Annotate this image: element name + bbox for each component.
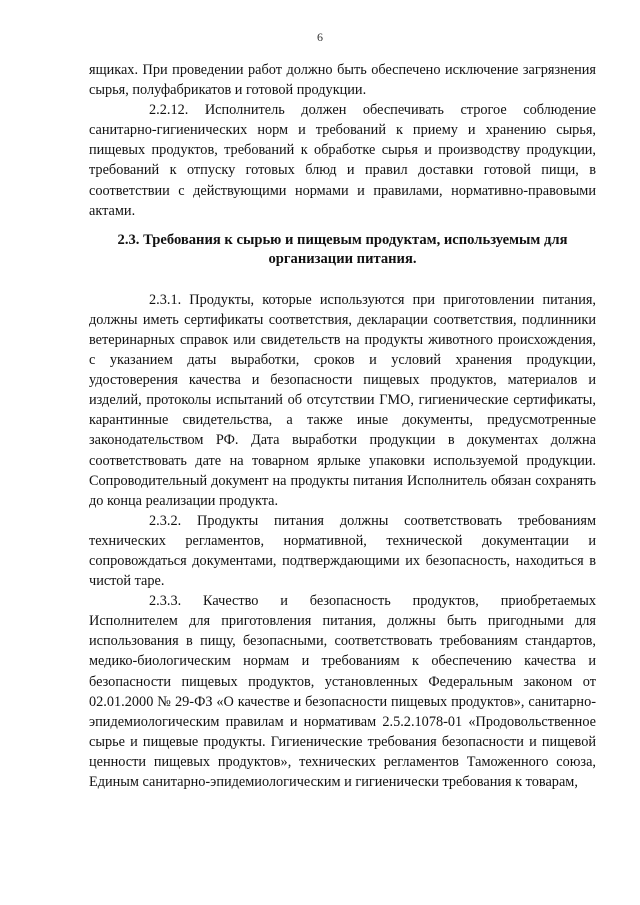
section-heading-2-3: 2.3. Требования к сырью и пищевым продуктам, используемым для организации питания.	[117, 231, 568, 267]
document-body	[89, 60, 596, 792]
paragraph-continuation: ящиках. При проведении работ должно быть обеспечено исключение загрязнения сырья, полуфабрикатов и готовой продукции.	[89, 62, 596, 99]
paragraph-2-2-12: 2.2.12. Исполнитель должен обеспечивать строгое соблюдение санитарно-гигиенических норм и требований к приему и хранению сырья, пищевых продуктов, требований к обработке сырья и производству продукции, требований к отпуску готовых блюд и правил доставки готовой пищи, в соответствии с действующими нормами и правилами, нормативно-правовыми актами.	[89, 102, 596, 219]
paragraph-2-3-2: 2.3.2. Продукты питания должны соответствовать требованиям технических регламентов, нормативной, технической документации и сопровождаться документами, подтверждающими их безопасность, находиться в чистой таре.	[89, 512, 596, 590]
page-number: 6	[317, 30, 323, 44]
paragraph-2-3-1: 2.3.1. Продукты, которые используются при приготовлении питания, должны иметь сертификаты соответствия, декларации соответствия, подлинники ветеринарных справок или свидетельств на продукты животного происхождения, с указанием даты выработки, сроков и условий хранения продукции, удостоверения качества и безопасности пищевых продуктов, материалов и изделий, протоколы испытаний об отсутствии ГМО, гигиенические сертификаты, карантинные свидетельства, а также иные документы, предусмотренные законодательством РФ. Дата выработки продукции в документах должна соответствовать дате на товарном ярлыке упаковки используемой продукции. Сопроводительный документ на продукты питания Исполнитель обязан сохранять до конца реализации продукта.	[89, 291, 596, 509]
paragraph-2-3-3: 2.3.3. Качество и безопасность продуктов, приобретаемых Исполнителем для приготовления питания, должны быть пригодными для использования в пищу, безопасными, соответствовать требованиям стандартов, медико-биологическим нормам и требованиям к обеспечению качества и безопасности пищевых продуктов, установленных Федеральным законом от 02.01.2000 № 29-ФЗ «О качестве и безопасности пищевых продуктов», санитарно-эпидемиологическим правилам и нормативам 2.5.2.1078-01 «Продовольственное сырье и пищевые продукты. Гигиенические требования безопасности и пищевой ценности пищевых продуктов», технических регламентов Таможенного союза, Единым санитарно-эпидемиологическим и гигиенически требования к товарам,	[89, 593, 596, 790]
